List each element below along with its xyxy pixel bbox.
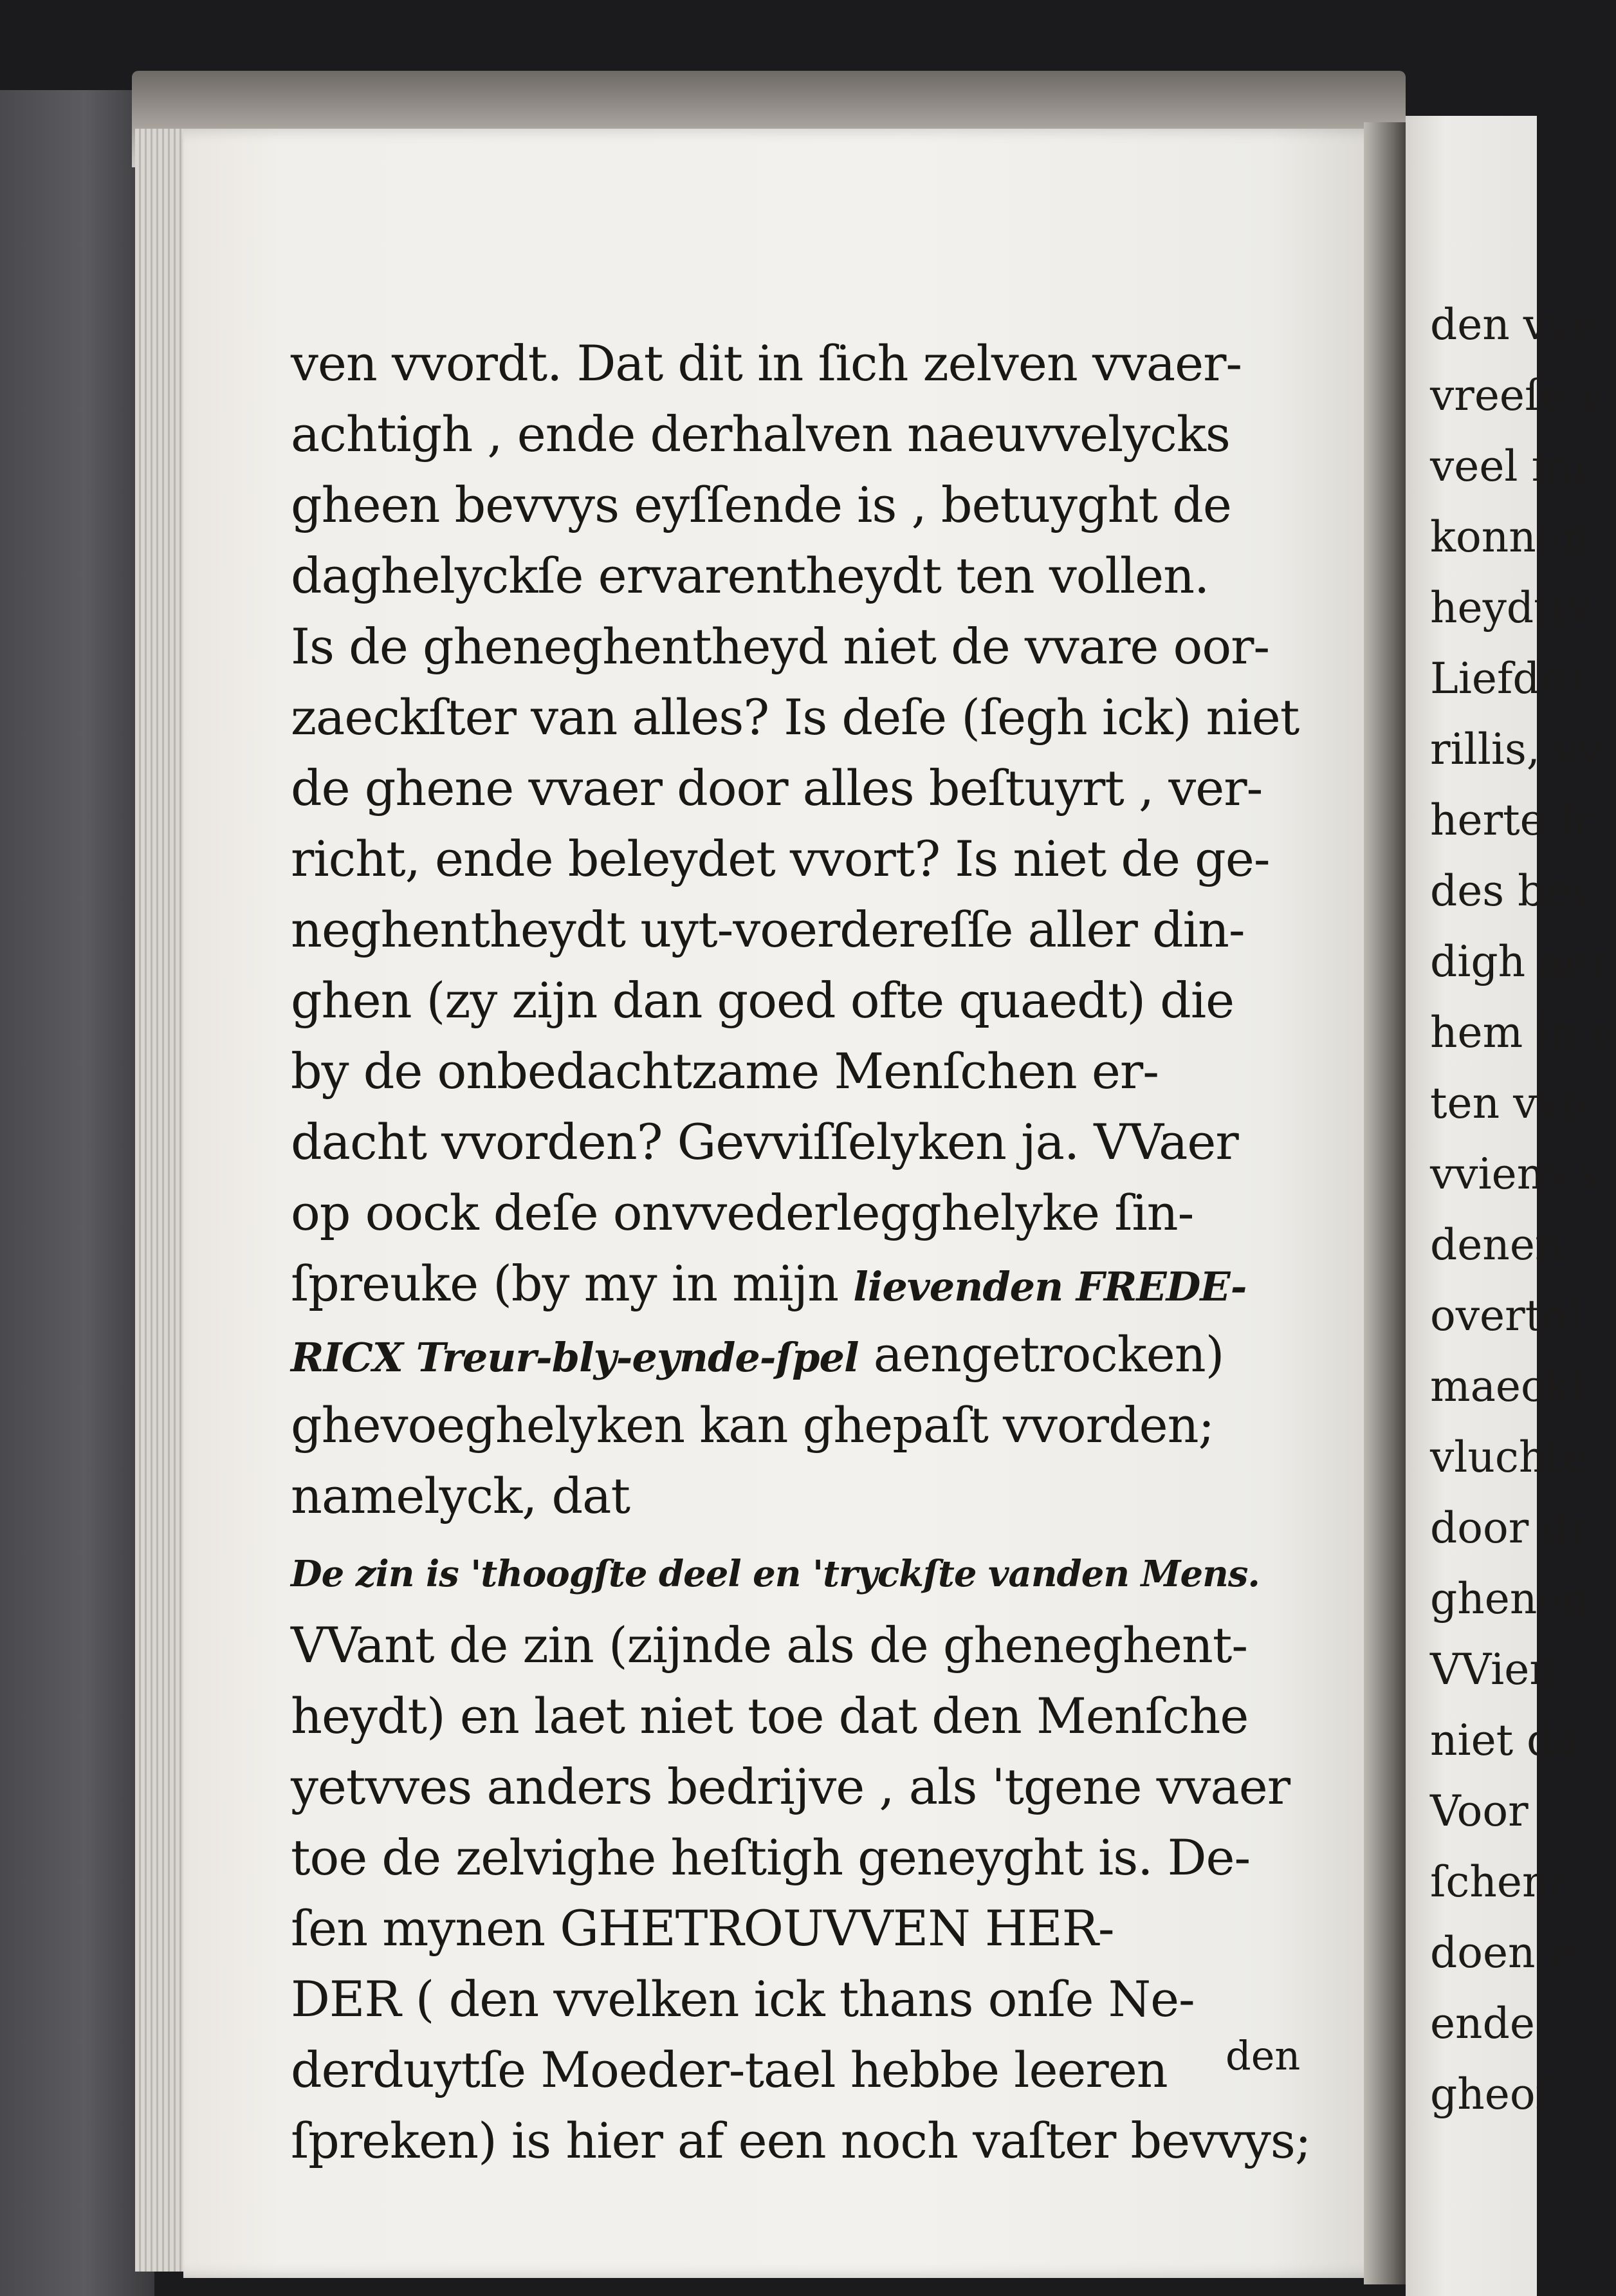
text-line: de ghene vvaer door alles beſtuyrt , ver- (291, 759, 1263, 817)
catchword: den (1226, 2032, 1301, 2079)
text-line: heydt) en laet niet toe dat den Menſche (291, 1687, 1249, 1745)
facing-line: digh aer (1430, 937, 1610, 986)
text-line: richt, ende beleydet vvort? Is niet de ge- (291, 830, 1270, 887)
facing-line: ſchenc (1430, 1857, 1574, 1907)
facing-line: niet da (1430, 1716, 1579, 1765)
facing-line: maeckt (1430, 1362, 1588, 1411)
text-line: neghentheydt uyt-voerdereſſe aller din- (291, 901, 1245, 958)
page-text-block (291, 328, 1311, 2176)
text-line: ſpreken) is hier af een noch vaſter bevvys; (291, 2112, 1311, 2169)
text-line (291, 1319, 1307, 1390)
text-line: ven vvordt. Dat dit in ſich zelven vvaer- (291, 335, 1242, 392)
text-line: zaeckſter van alles? Is deſe (ſegh ick) niet (291, 689, 1299, 746)
facing-line: overtol (1430, 1291, 1581, 1340)
text-line: namelyck, dat (291, 1467, 630, 1524)
facing-line: konnen (1430, 512, 1589, 562)
facing-line: vviens v (1430, 1149, 1604, 1199)
text-line: Is de gheneghentheyd niet de vvare oor- (291, 618, 1270, 675)
text-line: derduytſe Moeder-tael hebbe leeren (291, 2041, 1168, 2098)
italic-motto: De zin is 'thoogſte deel en 'tryckſte vanden Mens. (291, 1553, 1260, 1595)
facing-line: heydt(v (1430, 583, 1592, 633)
facing-line: rillis, vv (1430, 725, 1602, 774)
text-line: ſen mynen GHETROUVVEN HER- (291, 1900, 1114, 1957)
text-line (291, 1248, 1307, 1319)
text-line: ghen (zy zijn dan goed ofte quaedt) die (291, 972, 1235, 1029)
facing-line: ende (1430, 1999, 1535, 2048)
text-line: DER ( den vvelken ick thans onſe Ne- (291, 1970, 1195, 2028)
italic-title: lievenden FREDE- (853, 1263, 1247, 1310)
text-line: ghevoeghelyken kan ghepaſt vvorden; (291, 1396, 1215, 1454)
facing-line: Liefde) (1430, 654, 1582, 703)
facing-line: herte ſc (1430, 795, 1599, 845)
text-segment: ſpreuke (by my in mijn (291, 1255, 854, 1312)
italic-title: RICX Treur-bly-eynde-ſpel (291, 1334, 859, 1381)
facing-line: doen e (1430, 1928, 1574, 1977)
facing-line: door dr (1430, 1503, 1590, 1553)
text-segment: aengetrocken) (858, 1326, 1224, 1383)
text-line: daghelyckſe ervarentheydt ten vollen. (291, 547, 1209, 604)
facing-line: ten vvo (1430, 1079, 1587, 1128)
facing-line: des bev (1430, 866, 1594, 916)
text-line: gheen bevvys eyſſende is , betuyght de (291, 476, 1231, 533)
text-line: achtigh , ende derhalven naeuvvelycks (291, 405, 1230, 463)
facing-line: vluchte (1430, 1432, 1588, 1482)
background-fabric (0, 90, 154, 2296)
text-line: by de onbedachtzame Menſchen er- (291, 1042, 1159, 1100)
facing-line: veel mi (1430, 441, 1586, 491)
facing-line: hem in e (1430, 1008, 1616, 1057)
facing-line: den vve (1430, 300, 1597, 349)
facing-line: gheneg (1430, 1574, 1590, 1624)
facing-line: denen (1430, 1220, 1563, 1270)
text-line: yetvves anders bedrijve , als 'tgene vvaer (291, 1758, 1290, 1815)
facing-line: VVien (1430, 1645, 1557, 1694)
facing-line: vreeſe v (1430, 371, 1603, 420)
text-line: dacht vvorden? Gevviſſelyken ja. VVaer (291, 1113, 1238, 1171)
text-line: toe de zelvighe heſtigh geneyght is. De- (291, 1829, 1251, 1886)
text-line: op oock deſe onvvederlegghelyke ſin- (291, 1184, 1194, 1241)
facing-line: Voor (1430, 1786, 1529, 1836)
facing-line: gheof (1430, 2069, 1551, 2119)
facing-page (1406, 116, 1616, 2296)
text-line: VVant de zin (zijnde als de gheneghent- (291, 1616, 1248, 1674)
